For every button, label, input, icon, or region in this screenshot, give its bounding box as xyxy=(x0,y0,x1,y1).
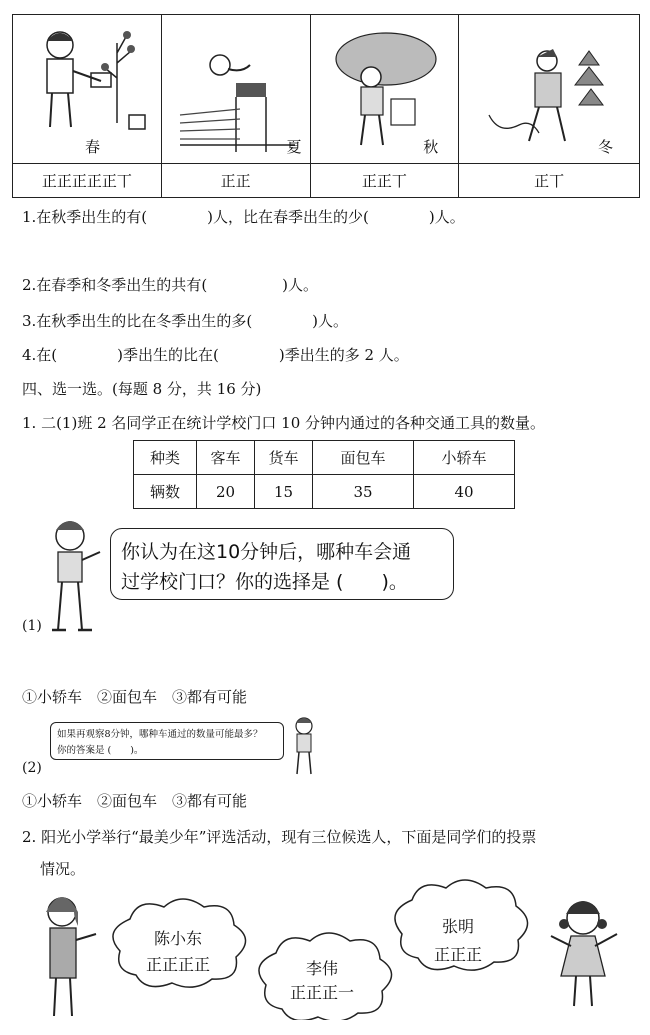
season-cell-winter xyxy=(459,15,640,164)
vehicle-value-cell: 35 xyxy=(313,475,414,509)
child-watering-tree-icon xyxy=(25,23,150,135)
speech-bubble-2 xyxy=(50,722,284,760)
season-cell-spring xyxy=(13,15,162,164)
girl-waving-icon xyxy=(538,894,628,1014)
child-swimming-icon xyxy=(172,45,302,153)
speech-bubble-1-line1: 你认为在这10分钟后，哪种车会通 xyxy=(121,541,412,563)
candidate-1-name: 陈小东 xyxy=(153,929,202,948)
question-3-1: 1.在秋季出生的有( )人，比在春季出生的少( )人。 xyxy=(22,208,465,226)
candidate-3-tally: 正正正 xyxy=(433,945,482,964)
season-label-summer: 夏 xyxy=(286,138,302,156)
season-cell-summer xyxy=(161,15,310,164)
vehicle-value-cell: 40 xyxy=(414,475,515,509)
tally-spring: 正正正正正丅 xyxy=(13,164,162,198)
season-picture-row xyxy=(13,15,640,164)
season-tally-row xyxy=(13,164,640,198)
speech-bubble-1 xyxy=(110,528,454,600)
season-table xyxy=(12,14,640,198)
vehicle-header-cell: 面包车 xyxy=(313,441,414,475)
tally-autumn: 正正丅 xyxy=(310,164,459,198)
vehicle-table-row xyxy=(134,475,515,509)
child-picking-fruit-icon xyxy=(331,29,446,149)
question-4-1-text: 1. 二(1)班 2 名同学正在统计学校门口 10 分钟内通过的各种交通工具的数量。 xyxy=(22,414,546,432)
question-4-2-line2: 情况。 xyxy=(40,860,86,878)
speech-bubble-2-line2: 你的答案是 ( )。 xyxy=(57,745,144,756)
vehicle-value-cell: 15 xyxy=(255,475,313,509)
candidate-3-name: 张明 xyxy=(441,917,474,936)
section-4-heading: 四、选一选。(每题 8 分，共 16 分) xyxy=(22,380,262,398)
speech-bubble-2-line1: 如果再观察8分钟，哪种车通过的数量可能最多？ xyxy=(57,729,263,740)
tally-winter: 正丅 xyxy=(459,164,640,198)
question-4-2-line1: 2. 阳光小学举行“最美少年”评选活动，现有三位候选人，下面是同学们的投票 xyxy=(22,828,537,846)
vehicle-row-label: 辆数 xyxy=(134,475,197,509)
candidate-2-name: 李伟 xyxy=(305,959,338,978)
vehicle-header-cell: 货车 xyxy=(255,441,313,475)
vehicle-value-cell: 20 xyxy=(197,475,255,509)
season-label-spring: 春 xyxy=(85,138,101,156)
question-3-2: 2.在春季和冬季出生的共有( )人。 xyxy=(22,276,319,294)
vehicle-table xyxy=(133,440,515,509)
tally-summer: 正正 xyxy=(161,164,310,198)
season-cell-autumn xyxy=(310,15,459,164)
speech-bubble-1-line2: 过学校门口？你的选择是 ( )。 xyxy=(121,571,408,593)
question-3-4: 4.在( )季出生的比在( )季出生的多 2 人。 xyxy=(22,346,409,364)
question-3-3: 3.在秋季出生的比在冬季出生的多( )人。 xyxy=(22,312,349,330)
vehicle-header-cell: 客车 xyxy=(197,441,255,475)
sub-question-2-number: (2) xyxy=(22,760,42,776)
boy-pointing-icon xyxy=(44,516,106,634)
vehicle-header-cell: 小轿车 xyxy=(414,441,515,475)
candidate-1-tally: 正正正正 xyxy=(145,955,210,974)
sub-question-2-options: ①小轿车 ②面包车 ③都有可能 xyxy=(22,792,248,810)
sub-question-1-number: (1) xyxy=(22,618,42,634)
candidate-2-tally: 正正正一 xyxy=(289,983,354,1002)
season-label-winter: 冬 xyxy=(597,138,613,156)
sub-question-1-options: ①小轿车 ②面包车 ③都有可能 xyxy=(22,688,248,706)
vehicle-table-header xyxy=(134,441,515,475)
girl-pointing-icon xyxy=(34,892,104,1022)
vehicle-header-cell: 种类 xyxy=(134,441,197,475)
boy-small-icon xyxy=(288,716,320,776)
season-label-autumn: 秋 xyxy=(423,138,439,156)
